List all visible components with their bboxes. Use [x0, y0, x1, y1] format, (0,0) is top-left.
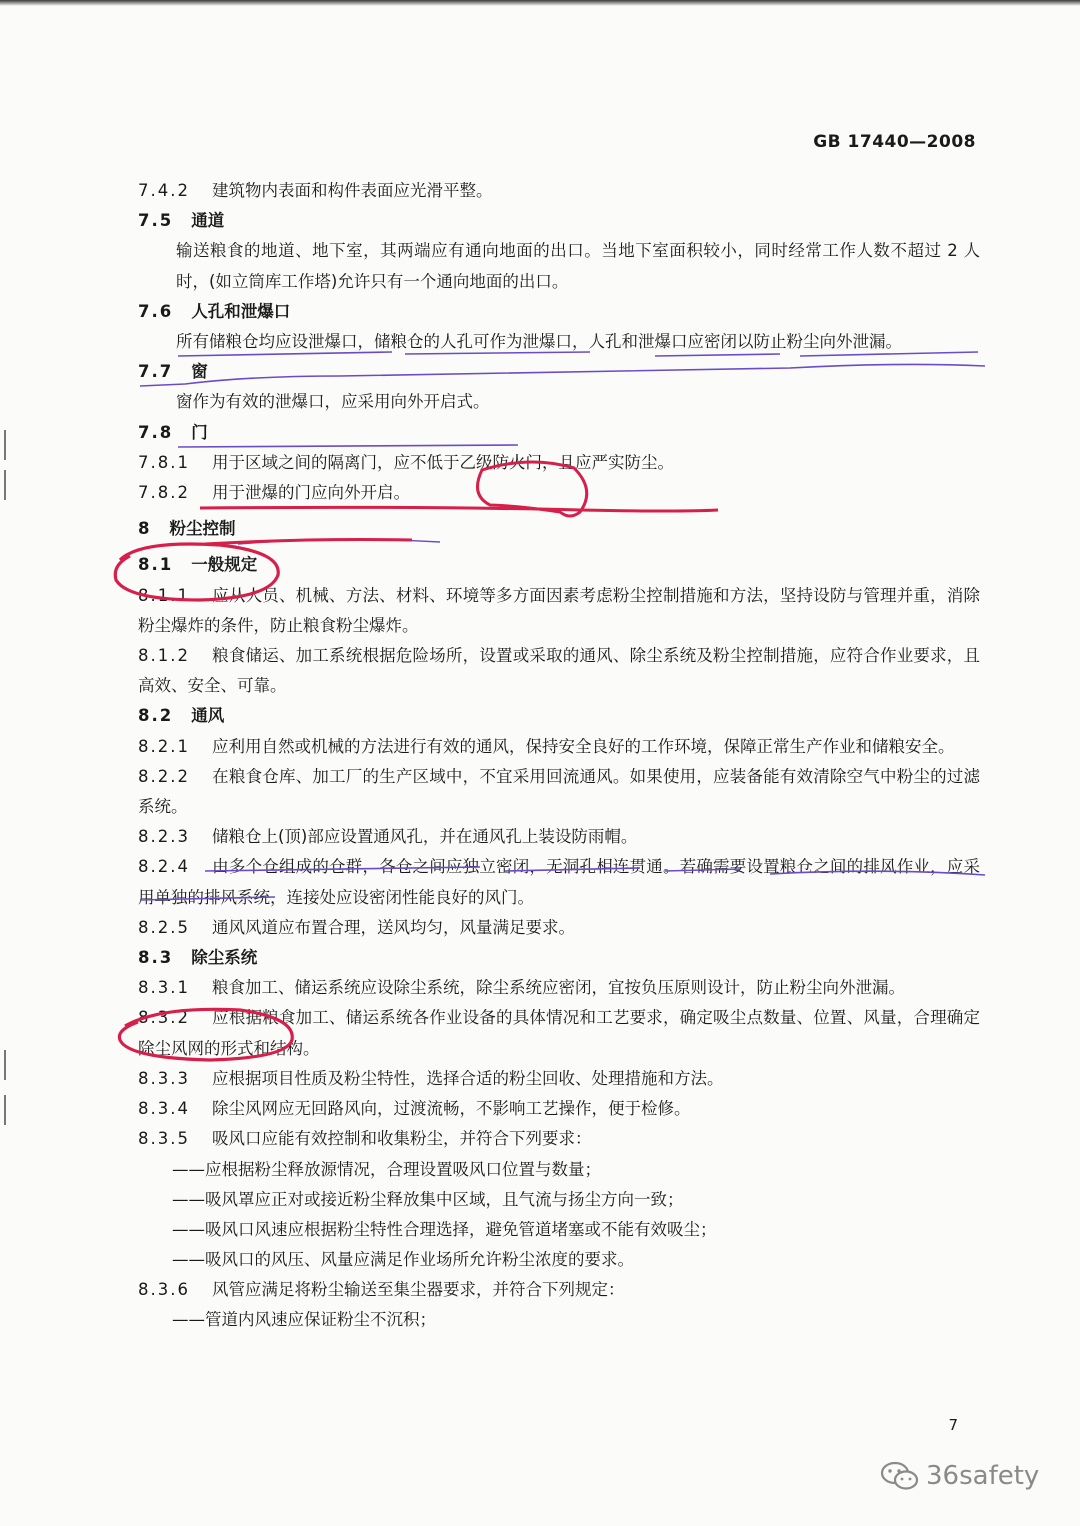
- clause-number: 7.8.2: [138, 483, 190, 503]
- paragraph-text: 所有储粮仓均应设泄爆口，储粮仓的人孔可作为泄爆口，人孔和泄爆口应密闭以防止粉尘向外泄漏。: [176, 332, 902, 352]
- clause: [138, 973, 980, 1003]
- clause: [138, 641, 980, 701]
- clause: [138, 1275, 980, 1305]
- clause-number: 8.2.4: [138, 857, 190, 877]
- section-heading: [138, 701, 980, 731]
- document-body: [138, 176, 980, 1336]
- clause: [138, 913, 980, 943]
- clause-text: 门: [191, 422, 208, 442]
- clause-number: 7.7: [138, 362, 174, 382]
- clause: [138, 762, 980, 822]
- chapter-heading: [138, 514, 980, 544]
- clause-text: 粮食储运、加工系统根据危险场所，设置或采取的通风、除尘系统及粉尘控制措施，应符合作业要求，且高效、安全、可靠。: [138, 646, 980, 696]
- clause-text: 风管应满足将粉尘输送至集尘器要求，并符合下列规定：: [211, 1280, 625, 1300]
- clause-text: 建筑物内表面和构件表面应光滑平整。: [211, 181, 493, 200]
- list-item-text: ——吸风罩应正对或接近粉尘释放集中区域，且气流与扬尘方向一致；: [172, 1189, 684, 1209]
- clause-number: 8.2.5: [138, 917, 190, 937]
- clause-text: 粮食加工、储运系统应设除尘系统，除尘系统应密闭，宜按负压原则设计，防止粉尘向外泄漏。: [211, 978, 905, 998]
- clause: [138, 1124, 980, 1154]
- clause-text: 窗: [191, 362, 208, 382]
- clause: [138, 1003, 980, 1063]
- clause: [138, 448, 980, 478]
- wechat-icon: [880, 1460, 920, 1492]
- clause-text: 通道: [191, 211, 225, 231]
- list-item-text: ——应根据粉尘释放源情况，合理设置吸风口位置与数量；: [172, 1159, 601, 1179]
- clause: [138, 478, 980, 508]
- clause-text: 应根据粮食加工、储运系统各作业设备的具体情况和工艺要求，确定吸尘点数量、位置、风量，合理确定除尘风网的形式和结构。: [138, 1008, 980, 1058]
- clause-number: 8.3.3: [138, 1068, 190, 1088]
- clause-text: 通风: [191, 706, 225, 726]
- clause-text: 用于泄爆的门应向外开启。: [211, 483, 410, 503]
- paragraph: [138, 387, 980, 417]
- clause-text: 除尘系统: [191, 948, 258, 968]
- clause-text: 应利用自然或机械的方法进行有效的通风，保持安全良好的工作环境，保障正常生产作业和储粮安全。: [211, 736, 955, 756]
- clause: [138, 1094, 980, 1124]
- section-heading: [138, 943, 980, 973]
- list-item: [138, 1185, 980, 1215]
- clause-number: 8.2.2: [138, 766, 190, 786]
- binding-mark: [4, 430, 12, 460]
- list-item-text: ——吸风口的风压、风量应满足作业场所允许粉尘浓度的要求。: [172, 1250, 634, 1270]
- clause-number: 8.1: [138, 555, 174, 575]
- clause-number: 8.1.1: [138, 585, 190, 605]
- clause: [138, 176, 980, 206]
- list-item-text: ——吸风口风速应根据粉尘特性合理选择，避免管道堵塞或不能有效吸尘；: [172, 1219, 717, 1239]
- clause-text: 储粮仓上(顶)部应设置通风孔，并在通风孔上装设防雨帽。: [211, 827, 638, 847]
- standard-code: GB 17440—2008: [813, 132, 976, 152]
- clause-text: 用于区域之间的隔离门，应不低于乙级防火门，且应严实防尘。: [211, 452, 674, 472]
- clause-text: 由多个仓组成的仓群，各仓之间应独立密闭，无洞孔相连贯通。若确需要设置粮仓之间的排风作业，应采用单独的排风系统，连接处应设密闭性能良好的风门。: [138, 857, 980, 907]
- list-item: [138, 1155, 980, 1185]
- clause-text: 粉尘控制: [169, 519, 236, 539]
- scan-top-edge: [0, 0, 1080, 6]
- clause: [138, 581, 980, 641]
- paragraph-text: 输送粮食的地道、地下室，其两端应有通向地面的出口。当地下室面积较小，同时经常工作人数不超过 2 人时，(如立筒库工作塔)允许只有一个通向地面的出口。: [176, 241, 980, 291]
- page-number: 7: [948, 1416, 958, 1434]
- clause-text: 吸风口应能有效控制和收集粉尘，并符合下列要求：: [211, 1129, 592, 1149]
- clause-number: 7.8: [138, 422, 174, 442]
- clause: [138, 732, 980, 762]
- watermark-text: 36safety: [926, 1461, 1040, 1491]
- list-item: [138, 1215, 980, 1245]
- clause-number: 8.3.4: [138, 1099, 190, 1119]
- section-heading: [138, 550, 980, 580]
- binding-mark: [4, 1095, 12, 1125]
- list-item: [138, 1305, 980, 1335]
- list-item: [138, 1245, 980, 1275]
- clause: [138, 1064, 980, 1094]
- clause-text: 人孔和泄爆口: [191, 301, 291, 321]
- clause-number: 8.3.6: [138, 1280, 190, 1300]
- clause-number: 8.2.1: [138, 736, 190, 756]
- binding-mark: [4, 1050, 12, 1080]
- binding-mark: [4, 470, 12, 500]
- clause-text: 一般规定: [191, 555, 258, 575]
- clause-number: 8.3: [138, 948, 174, 968]
- clause-number: 8.3.2: [138, 1008, 190, 1028]
- list-item-text: ——管道内风速应保证粉尘不沉积；: [172, 1310, 436, 1330]
- clause: [138, 852, 980, 912]
- clause-number: 7.8.1: [138, 452, 190, 472]
- paragraph: [138, 236, 980, 296]
- clause-number: 8.1.2: [138, 646, 190, 666]
- clause-number: 8.2: [138, 706, 174, 726]
- clause: [138, 822, 980, 852]
- clause-text: 除尘风网应无回路风向，过渡流畅，不影响工艺操作，便于检修。: [211, 1099, 691, 1119]
- clause-text: 通风风道应布置合理，送风均匀，风量满足要求。: [211, 917, 575, 937]
- watermark: [880, 1460, 1039, 1492]
- clause-number: 8: [138, 519, 152, 539]
- clause-number: 7.5: [138, 211, 174, 231]
- section-heading: [138, 297, 980, 327]
- clause-number: 7.6: [138, 301, 174, 321]
- clause-text: 应根据项目性质及粉尘特性，选择合适的粉尘回收、处理措施和方法。: [211, 1068, 724, 1088]
- clause-number: 7.4.2: [138, 181, 190, 200]
- clause-text: 应从人员、机械、方法、材料、环境等多方面因素考虑粉尘控制措施和方法，坚持设防与管理并重，消除粉尘爆炸的条件，防止粮食粉尘爆炸。: [138, 585, 980, 635]
- paragraph: [138, 327, 980, 357]
- section-heading: [138, 357, 980, 387]
- paragraph-text: 窗作为有效的泄爆口，应采用向外开启式。: [176, 392, 490, 412]
- clause-number: 8.3.1: [138, 978, 190, 998]
- clause-number: 8.2.3: [138, 827, 190, 847]
- section-heading: [138, 418, 980, 448]
- clause-text: 在粮食仓库、加工厂的生产区域中，不宜采用回流通风。如果使用，应装备能有效清除空气中粉尘的过滤系统。: [138, 766, 980, 817]
- clause-number: 8.3.5: [138, 1129, 190, 1149]
- section-heading: [138, 206, 980, 236]
